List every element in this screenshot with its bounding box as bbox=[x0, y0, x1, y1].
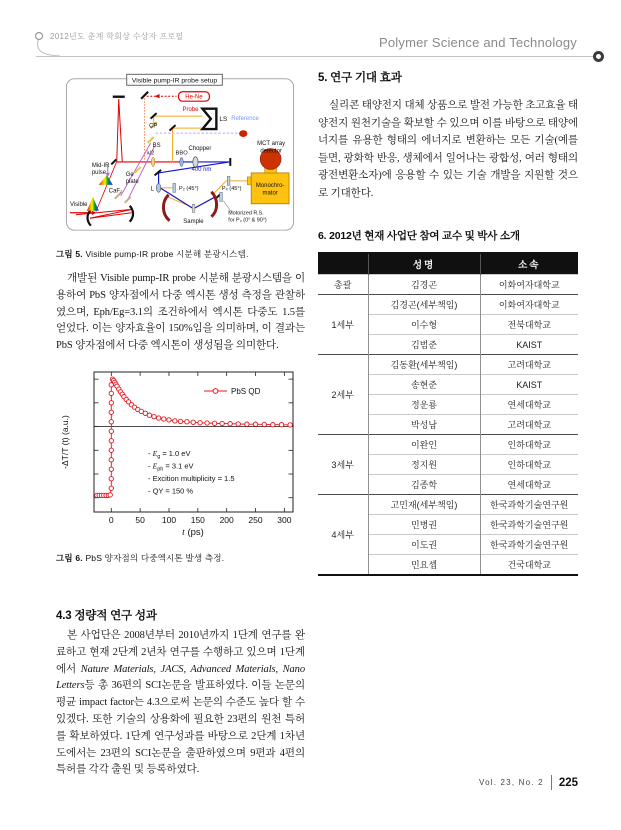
section43-text-1: 본 사업단은 2008년부터 2010년까지 1단계 연구를 완료하고 현재 2단계 2년차 연구를 수행하고 있으며 1단계에서 bbox=[56, 629, 305, 675]
diagram-label-midir-2: pulse bbox=[91, 169, 107, 176]
table-group-cell: 3세부 bbox=[318, 435, 368, 495]
table-row bbox=[318, 295, 578, 315]
table-name-cell: 민병권 bbox=[368, 515, 480, 535]
table-affiliation-cell: 한국과학기술연구원 bbox=[480, 515, 578, 535]
diagram-label-motor-2: for P₃ (0° & 90°) bbox=[228, 217, 267, 224]
diagram-label-hene: He-Ne bbox=[185, 94, 203, 101]
diagram-label-midir-1: Mid-IR bbox=[91, 162, 110, 169]
paragraph-figure5-discussion: 개발된 Visible pump-IR probe 시분해 분광시스템을 이용하여 PbS 양자점에서 다중 엑시톤 생성 측정을 관찰하였으며, Eph/Eg=3.1의 조건하에서 엑시톤 다중도 1.5를 얻었다. 이는 양자효율이 150%임을 의미하며, 이 결과는 PbS 양자점에서 다중 엑시톤이 생성됨을 의미한다. bbox=[56, 273, 305, 352]
header-end-dot-icon bbox=[593, 51, 604, 62]
paragraph-section-4-3 bbox=[56, 628, 305, 779]
diagram-label-probe: Probe bbox=[182, 107, 199, 114]
table-group-cell: 4세부 bbox=[318, 495, 368, 575]
table-affiliation-cell: 한국과학기술연구원 bbox=[480, 535, 578, 555]
table-affiliation-cell: 고려대학교 bbox=[480, 415, 578, 435]
table-row bbox=[318, 275, 578, 295]
table-name-cell: 김종학 bbox=[368, 475, 480, 495]
footer-page-number: 225 bbox=[558, 776, 578, 789]
table-name-cell: 정운룡 bbox=[368, 395, 480, 415]
table-name-cell: 정지원 bbox=[368, 455, 480, 475]
footer-divider bbox=[551, 775, 552, 790]
section-heading-5: 5. 연구 기대 효과 bbox=[318, 72, 402, 84]
diagram-label-bbo: BBO bbox=[175, 150, 188, 157]
table-affiliation-cell: 건국대학교 bbox=[480, 555, 578, 575]
chart-legend-label: PbS QD bbox=[231, 386, 261, 396]
footer-volume: Vol. 23, No. 2 bbox=[478, 778, 544, 787]
diagram-label-p4: P₄ (45°) bbox=[221, 185, 242, 192]
svg-text:0: 0 bbox=[108, 514, 114, 525]
left-column bbox=[56, 66, 305, 779]
diagram-label-mono-2: mator bbox=[262, 190, 278, 197]
svg-text:- Eg = 1.0 eV: - $E_g = 1.0$ eV bbox=[148, 448, 191, 460]
table-name-cell: 김동환(세부책임) bbox=[368, 355, 480, 375]
diagram-label-ls: LS bbox=[219, 116, 228, 124]
table-header-name: 성명 bbox=[368, 253, 480, 275]
figure6-chart bbox=[56, 364, 306, 542]
diagram-title: Visible pump-IR probe setup bbox=[131, 77, 218, 85]
diagram-label-ge-1: Ge bbox=[125, 171, 134, 178]
diagram-label-cp: CP bbox=[149, 123, 158, 130]
svg-text:- Excition multiplicity = 1.5: - Excition multiplicity = 1.5 bbox=[148, 473, 235, 483]
table-row bbox=[318, 435, 578, 455]
section-heading-6: 6. 2012년 현재 사업단 참여 교수 및 박사 소개 bbox=[318, 229, 520, 242]
chart-ylabel: -ΔT/T (t) (a.u.) bbox=[60, 415, 70, 469]
table-name-cell: 박성남 bbox=[368, 415, 480, 435]
table-affiliation-cell: KAIST bbox=[480, 375, 578, 395]
table-affiliation-cell: 인하대학교 bbox=[480, 455, 578, 475]
table-name-cell: 김경곤(세부책임) bbox=[368, 295, 480, 315]
figure5-diagram bbox=[56, 66, 305, 238]
header-issue-label: 2012년도 춘계 학회상 수상자 프로필 bbox=[50, 32, 184, 41]
paragraph-section-5: 실리콘 태양전지 대체 상품으로 발전 가능한 초고효율 태양전지 원천기술을 확보할 수 있으며 이를 바탕으로 태양에너지를 유용한 형태의 에너지로 변환하는 모든 기술(예를 들면, 광화학 반응, 생체에서 일어나는 광합성, 여러 형태의 광전변환소자)에 응용할 수 있는 기술 개발을 지원할 것으로 기대한다. bbox=[318, 100, 578, 199]
section43-text-2: 등 총 36편의 SCI논문을 발표하였다. 이들 논문의 평균 impact factor는 4.3으로써 논문의 수준도 높다 할 수 있겠다. 또한 기술의 상용화에 필요한 23편의 원천 특허를 확보하였다. 1단계 연구성과를 바탕으로 2단계 1차년도에서는 23편의 SCI논문을 출판하였으며 9편과 4편의 특허를 각각 출원 및 등록하였다. bbox=[56, 680, 305, 776]
svg-text:100: 100 bbox=[161, 514, 177, 525]
chart-xlabel: t (ps) bbox=[182, 526, 204, 538]
table-affiliation-cell: 연세대학교 bbox=[480, 395, 578, 415]
table-affiliation-cell: 전북대학교 bbox=[480, 315, 578, 335]
diagram-label-sample: Sample bbox=[183, 219, 204, 226]
table-header-row bbox=[318, 253, 578, 275]
svg-text:- QY = 150 %: - QY = 150 % bbox=[148, 486, 194, 496]
diagram-label-motor-1: Motorized R.S. bbox=[228, 210, 264, 217]
diagram-label-bs: BS bbox=[152, 143, 161, 150]
section43-journal-names: Nature Materials, JACS, Advanced Materials, Nano Letters bbox=[56, 663, 305, 692]
svg-text:250: 250 bbox=[248, 514, 263, 525]
table-affiliation-cell: 연세대학교 bbox=[480, 475, 578, 495]
diagram-label-caf2: CaF₂ bbox=[108, 188, 123, 195]
svg-text:50: 50 bbox=[135, 514, 145, 525]
table-row bbox=[318, 355, 578, 375]
page-footer bbox=[479, 775, 578, 790]
table-name-cell: 이도권 bbox=[368, 535, 480, 555]
svg-text:200: 200 bbox=[219, 514, 234, 525]
figure6-caption-text: PbS 양자점의 다중엑시톤 발생 측정. bbox=[85, 552, 225, 563]
table-name-cell: 김경곤 bbox=[368, 275, 480, 295]
table-group-cell: 총괄 bbox=[318, 275, 368, 295]
table-affiliation-cell: KAIST bbox=[480, 335, 578, 355]
figure5-caption bbox=[56, 248, 305, 260]
table-affiliation-cell: 한국과학기술연구원 bbox=[480, 495, 578, 515]
table-name-cell: 송현준 bbox=[368, 375, 480, 395]
diagram-label-chopper: Chopper bbox=[188, 146, 212, 153]
diagram-label-lens: L bbox=[150, 186, 154, 193]
diagram-label-visible: Visible bbox=[69, 201, 88, 208]
diagram-label-p2: P₂ (45°) bbox=[179, 185, 199, 192]
table-affiliation-cell: 이화여자대학교 bbox=[480, 275, 578, 295]
right-column bbox=[318, 69, 578, 576]
table-affiliation-cell: 고려대학교 bbox=[480, 355, 578, 375]
section-heading-4-3: 4.3 정량적 연구 성과 bbox=[56, 609, 157, 622]
table-header-affiliation: 소속 bbox=[480, 253, 578, 275]
table-header-group bbox=[318, 253, 368, 275]
diagram-label-halfwave: λ/2 bbox=[146, 150, 155, 157]
svg-text:300: 300 bbox=[277, 514, 292, 525]
header-rule bbox=[36, 56, 593, 57]
table-affiliation-cell: 인하대학교 bbox=[480, 435, 578, 455]
table-name-cell: 고민재(세부책임) bbox=[368, 495, 480, 515]
table-affiliation-cell: 이화여자대학교 bbox=[480, 295, 578, 315]
diagram-label-reference: Reference bbox=[231, 116, 259, 123]
table-name-cell: 이수형 bbox=[368, 315, 480, 335]
figure5-caption-text: Visible pump-IR probe 시분해 분광시스템. bbox=[85, 249, 249, 259]
svg-text:- Eph = 3.1 eV: - $E_{ph} = 3.1$ eV bbox=[148, 461, 194, 473]
figure6-caption-label: 그림 6. bbox=[56, 552, 83, 563]
table-name-cell: 김범준 bbox=[368, 335, 480, 355]
table-group-cell: 2세부 bbox=[318, 355, 368, 435]
diagram-label-mct-1: MCT array bbox=[257, 141, 286, 148]
figure6-caption bbox=[56, 552, 305, 564]
svg-text:150: 150 bbox=[190, 514, 205, 525]
figure5-caption-label: 그림 5. bbox=[56, 249, 83, 259]
table-row bbox=[318, 495, 578, 515]
table-group-cell: 1세부 bbox=[318, 295, 368, 355]
professor-table bbox=[318, 252, 578, 576]
diagram-label-ge-2: plate bbox=[125, 178, 139, 185]
diagram-label-mono-1: Monochro- bbox=[255, 182, 285, 189]
journal-title: Polymer Science and Technology bbox=[379, 35, 577, 50]
table-name-cell: 민요셉 bbox=[368, 555, 480, 575]
table-name-cell: 이완인 bbox=[368, 435, 480, 455]
diagram-label-400nm: 400 nm bbox=[191, 166, 212, 173]
diagram-label-mct-2: detector bbox=[260, 148, 282, 155]
